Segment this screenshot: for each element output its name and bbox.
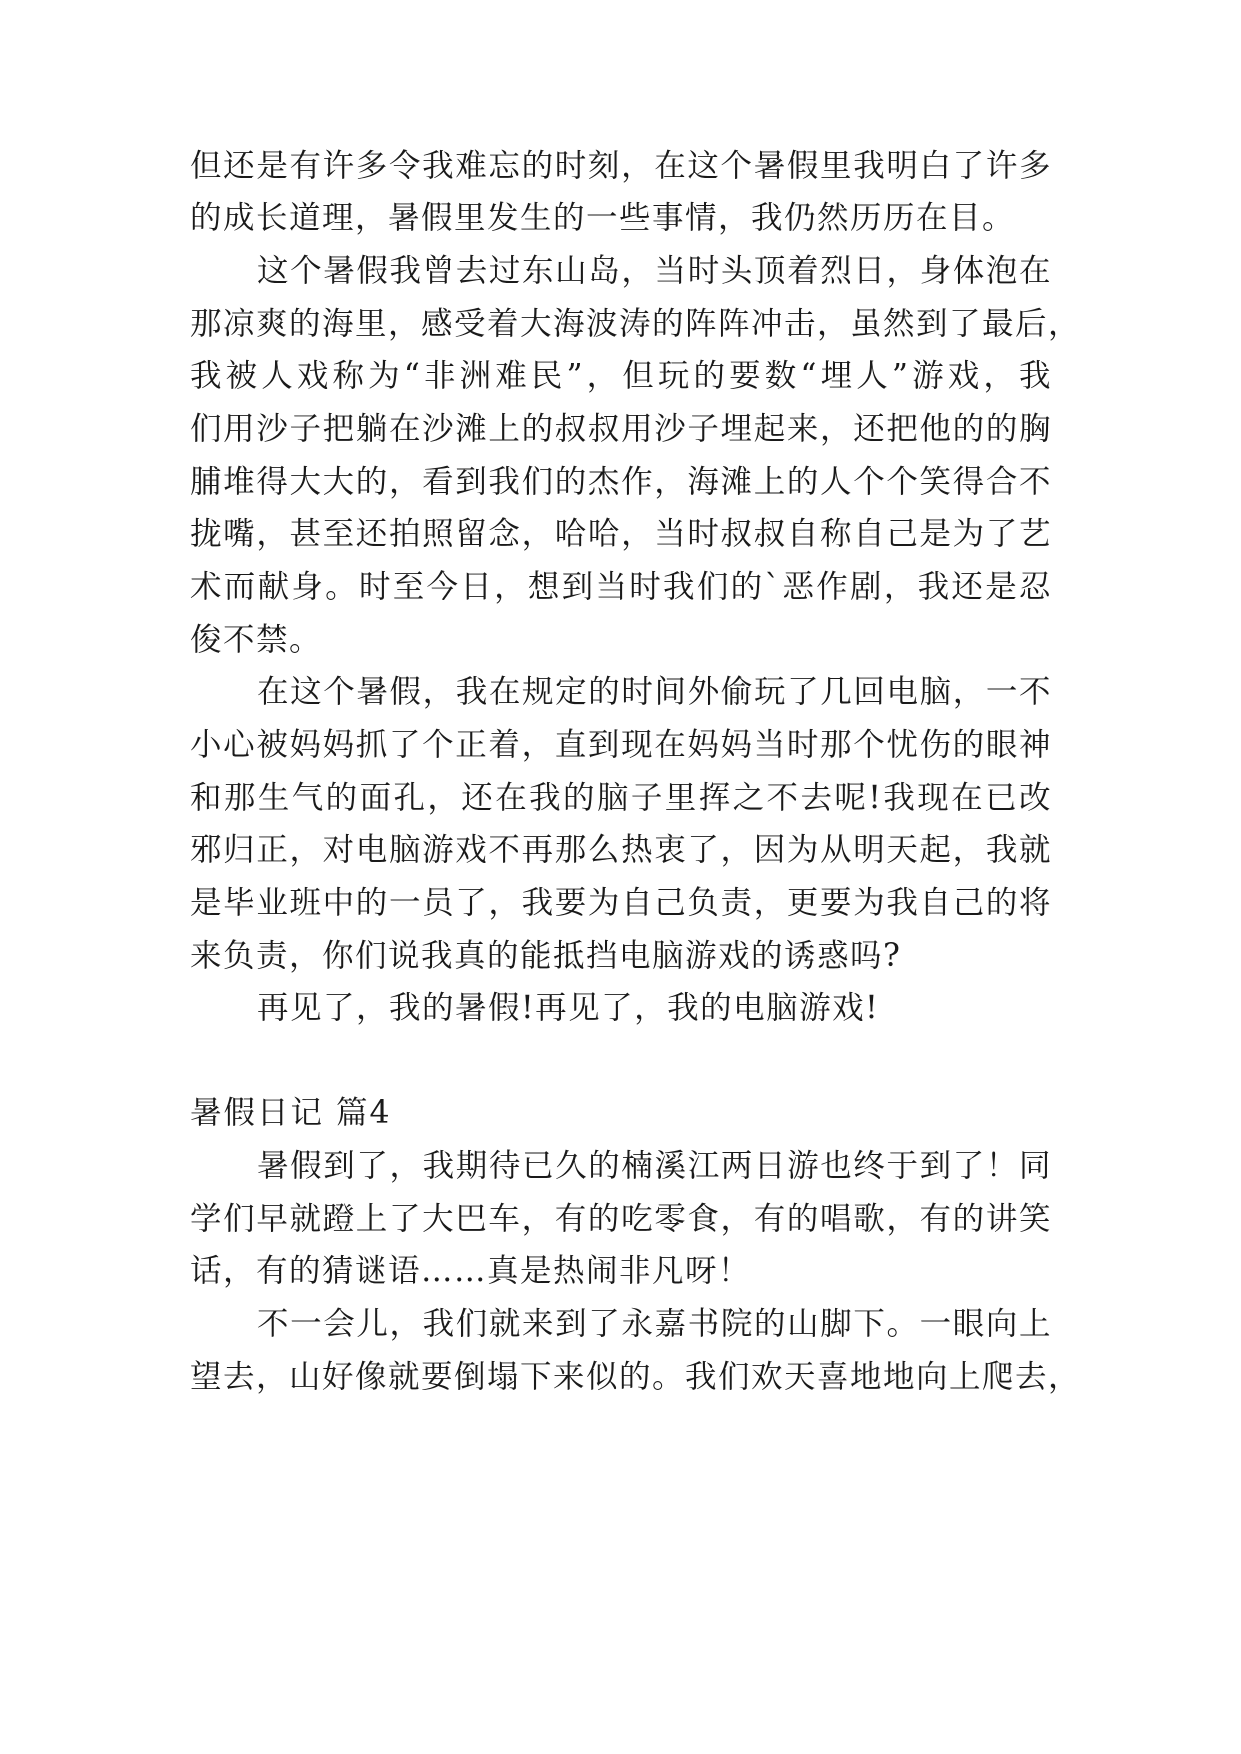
paragraph-line: 小心被妈妈抓了个正着，直到现在妈妈当时那个忧伤的眼神: [190, 727, 1052, 763]
paragraph-line: 们用沙子把躺在沙滩上的叔叔用沙子埋起来，还把他的的胸: [190, 411, 1052, 447]
paragraph-line: 拢嘴，甚至还拍照留念，哈哈，当时叔叔自称自己是为了艺: [190, 516, 1052, 552]
paragraph-line: 邪归正，对电脑游戏不再那么热衷了，因为从明天起，我就: [190, 832, 1052, 868]
paragraph-line: 望去，山好像就要倒塌下来似的。我们欢天喜地地向上爬去，: [190, 1359, 1082, 1395]
paragraph-line: 和那生气的面孔，还在我的脑子里挥之不去呢!我现在已改: [190, 780, 1052, 816]
paragraph-line: 俊不禁。: [190, 622, 323, 658]
paragraph-line: 来负责，你们说我真的能抵挡电脑游戏的诱惑吗?: [190, 938, 902, 974]
paragraph-line: 我被人戏称为“非洲难民”，但玩的要数“埋人”游戏，我: [190, 358, 1052, 394]
paragraph-line: 在这个暑假，我在规定的时间外偷玩了几回电脑，一不: [257, 674, 1052, 710]
paragraph-line: 暑假到了，我期待已久的楠溪江两日游也终于到了！同: [257, 1148, 1052, 1184]
paragraph-line: 脯堆得大大的，看到我们的杰作，海滩上的人个个笑得合不: [190, 464, 1052, 500]
paragraph-line: 学们早就蹬上了大巴车，有的吃零食，有的唱歌，有的讲笑: [190, 1201, 1052, 1237]
paragraph-line: 再见了，我的暑假!再见了，我的电脑游戏!: [257, 990, 880, 1026]
paragraph-line: 是毕业班中的一员了，我要为自己负责，更要为我自己的将: [190, 885, 1052, 921]
paragraph-line: 的成长道理，暑假里发生的一些事情，我仍然历历在目。: [190, 200, 1016, 236]
paragraph-line: 但还是有许多令我难忘的时刻，在这个暑假里我明白了许多: [190, 148, 1052, 184]
paragraph-line: 不一会儿，我们就来到了永嘉书院的山脚下。一眼向上: [257, 1306, 1052, 1342]
paragraph-line: 话，有的猜谜语……真是热闹非凡呀！: [190, 1253, 752, 1289]
section-heading: 暑假日记 篇4: [190, 1095, 392, 1131]
paragraph-line: 这个暑假我曾去过东山岛，当时头顶着烈日，身体泡在: [257, 253, 1052, 289]
paragraph-line: 那凉爽的海里，感受着大海波涛的阵阵冲击，虽然到了最后，: [190, 306, 1082, 342]
paragraph-line: 术而献身。时至今日，想到当时我们的`恶作剧，我还是忍: [190, 569, 1052, 605]
